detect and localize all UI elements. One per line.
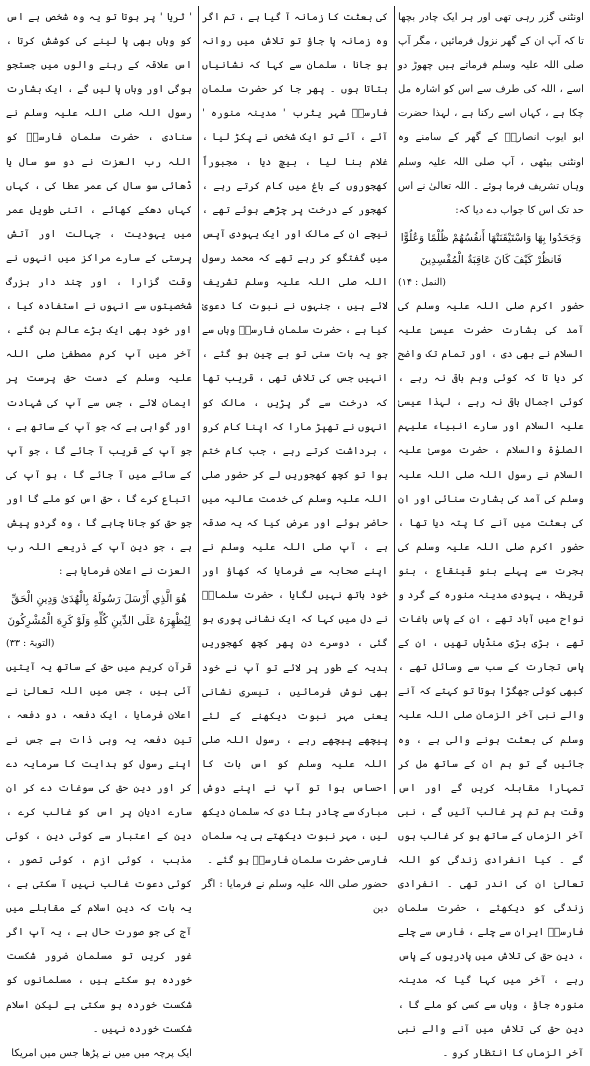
paragraph: اونٹنی گزر رہی تھی اور ہر ایک چادر بچھا تا کہ آپ ان کے گھر نزول فرمائیں ، مگر آپ صلی اللہ علیہ وسلم فرماتے ہیں چھوڑ دو اسے ، اللہ کی طرف سے اس کو اشارہ مل چکا ہے ، کہاں اسے رکنا ہے ، لہذا حضرت ابو ایوب انصاریؓ کے گھر کے سامنے وہ اونٹنی بیٹھی ، آپ صلی اللہ علیہ وسلم وہاں تشریف فرما ہوئے ۔ اللہ تعالیٰ نے اس حد تک اس کا جواب دے دیا کہ:: [398, 12, 584, 216]
verse-reference: (النمل : ۱۴): [398, 276, 446, 288]
paragraph: ' ثریا ' پر ہوتا تو یہ وہ شخص ہے اس کو وہاں بھی پا لینے کی کوشش کرتا ، اس علاقہ کے رہنے والوں میں جستجو ہوگی اور وہاں پا لیں گے ، ایک بشارت رسول اللہ صلی اللہ علیہ وسلم نے سنادی ، حضرت سلمان فارسیؓ کو اللہ رب العزت نے دو سو سال یا ڈھائی سو سال کی عمر عطا کی ، کہاں کہاں دھکے کھائے ، اتنی طویل عمر میں یہودیت ، جہالت اور آتش پرستی کے سارے مراکز میں انہوں نے وقت گزارا ، اور چند دار بزرگ شخصیتوں سے انہوں نے استفادہ کیا ، اور خود بھی ایک بڑے عالم بن گئے ، آخر میں آپ کرم مصطفیٰ صلی اللہ علیہ وسلم کے دست حق پرست پر ایمان لائے ، جس سے آپ کی شہادت اور گواہی ہے کہ جو آپ کے ساتھ ہے ، جو آپ کے قریب آ جائے گا ، جو آپ کے سائے میں آ جائے گا ، ہو آپ کی اتباع کرے گا ، حق اس کو ملے گا اور جو حق کو جانا چاہے گا ، وہ گردو پیش ہے ، جو دین آپ کے ذریعے اللہ رب العزت نے اعلان فرمایا ہے :: [6, 12, 192, 578]
verse-reference: (التوبۃ : ۳۳): [6, 638, 55, 650]
paragraph: حضور صلی اللہ علیہ وسلم نے فرمایا : اگر دین: [202, 879, 388, 915]
paragraph: کی بعثت کا زمانہ آ گیا ہے ، تم اگر وہ زمانہ پا جاؤ تو تلاش میں روانہ ہو جانا ، سلمان سے کہا کہ نشانیاں بتاتا ہوں ۔ پھر جا کر حضرت سلمان فارسیؓ شہر یثرب ' مدینہ منورہ ' آئے ، آئے تو ایک شخص نے پکڑ لیا ، غلام بنا لیا ، بیچ دیا ، مجبوراً کھجوروں کے باغ میں کام کرتے رہے ، کھجور کے درخت پر چڑھے ہوئے تھے ، نیچے ان کے مالک اور ایک یہودی آپس میں گفتگو کر رہے تھے کہ محمد رسول اللہ صلی اللہ علیہ وسلم تشریف لائے ہیں ، جنہوں نے نبوت کا دعویٰ کیا ہے ، حضرت سلمان فارسیؓ وہاں سے جو یہ بات سنی تو بے چین ہو گئے ، انہیں جس کی تلاش تھی ، قریب تھا کہ درخت سے گر پڑیں ، مالک کو انہوں نے تھپڑ مارا کہ اپنا کام کرو ، برداشت کرتے رہے ، جب کام ختم ہوا تو کچھ کھجوریں لے کر حضور صلی اللہ علیہ وسلم کی خدمت عالیہ میں حاضر ہوئے اور عرض کیا کہ یہ صدقہ ہے ، آپ صلی اللہ علیہ وسلم نے اپنے صحابہ سے فرمایا کہ کھاؤ اور خود ہاتھ نہیں لگایا ، حضرت سلمانؓ نے دل میں کہا کہ ایک نشانی پوری ہو گئی ، دوسرے دن پھر کچھ کھجوریں ہدیہ کے طور پر لائے تو آپ نے خود بھی نوش فرمائیں ، تیسری نشانی یعنی مہر نبوت دیکھنے کے لئے پیچھے پیچھے رہے ، رسول اللہ صلی اللہ علیہ وسلم کو اس بات کا احساس ہوا تو آپ نے اپنے دوش مبارک سے چادر ہٹا دی کہ سلمان دیکھ لیں ، مہر نبوت دیکھتے ہی یہ سلمان فارسی حضرت سلمان فارسیؓ ہو گئے ۔: [202, 12, 388, 867]
column-middle: [202, 6, 388, 915]
quran-verse: هُوَ الَّذِي أَرْسَلَ رَسُولَهُ بِالْهُدَىٰ وَدِينِ الْحَقِّ لِيُظْهِرَهُ عَلَى الدِّينِ كُلِّهِ وَلَوْ كَرِهَ الْمُشْرِكُونَ: [7, 593, 191, 628]
paragraph: حضور اکرم صلی اللہ علیہ وسلم کی آمد کی بشارت حضرت عیسیٰ علیہ السلام نے بھی دی ، اور تمام تک واضح کر دیا تا کہ کوئی وہم باقی نہ رہے ، کوئی اجمال باقی نہ رہے ، لہذا عیسیٰ علیہ السلام اور سارے انبیاء علیہم الصلوٰۃ والسلام ، حضرت موسیٰ علیہ السلام نے رسول اللہ صلی اللہ علیہ وسلم کی آمد کی بشارت سنائی اور ان کی بعثت میں آنے کا پتہ دیا تھا ، حضور اکرم صلی اللہ علیہ وسلم کی ہجرت سے پہلے بنو قینقاع ، بنو قریظہ ، یہودی مدینہ منورہ کے گرد و نواح میں آباد تھے ، ان کے پاس باغات تھے ، بڑی بڑی منڈیاں تھیں ، ان کے پاس تجارت کے سب سے وسائل تھے ، کبھی کوئی جھگڑا ہوتا تو کہتے کہ آنے والے نبی آخر الزمان صلی اللہ علیہ وسلم کی بعثت ہونے والی ہے ، وہ جائیں گے تو ہم ان کے ساتھ مل کر تمہارا مقابلہ کریں گے اور اس وقت ہم تم پر غالب آئیں گے ، نبی آخر الزماں کے ساتھ ہو کر غالب ہوں گے ۔ کیا انفرادی زندگی کو اللہ تعالیٰ ان کی اندر تھی ۔ انفرادی زندگی کو دیکھئے ، حضرت سلمان فارسیؓ ایران سے چلے ، فارس سے چلے ، دین حق کی تلاش میں پادریوں کے پاس رہے ، آخر میں کہا گیا کہ مدینہ منورہ جاؤ ، وہاں سے کسی کو ملے گا ، دین حق کی تلاش میں آنے والے نبی آخر الزماں کا انتظار کرو ۔: [398, 300, 584, 1059]
column-divider: [394, 6, 395, 794]
column-left: [6, 6, 192, 1059]
paragraph: قرآن کریم میں حق کے ساتھ یہ آیتیں آئی ہیں ، جس میں اللہ تعالیٰ نے اعلان فرمایا ، ایک دفعہ ، دو دفعہ ، تین دفعہ یہ وہی ذات ہے جس نے اپنے رسول کو ہدایت کا سرمایہ دے کر اور دین حق کی سوغات دے کر ان سارے ادیان پر اس کو غالب کرے ، دین کے اعتبار سے کوئی دین ، کوئی مذہب ، کوئی ازم ، کوئی تصور ، کوئی دعوت غالب نہیں آ سکتی ہے ، یہ بات کہ دین اسلام کے مقابلے میں آج کی جو صورت حال ہے ، یہ آپ اگر غور کریں تو مسلمان ضرور شکست خوردہ ہو سکتے ہیں ، مسلمانوں کو شکست خوردہ ہو سکتی ہے لیکن اسلام شکست خوردہ نہیں ۔: [6, 662, 192, 1035]
paragraph: ایک پرچہ میں میں نے پڑھا جس میں امریکا: [11, 1047, 192, 1059]
quran-verse: وَجَحَدُوا بِهَا وَاسْتَيْقَنَتْهَا أَنفُسُهُمْ ظُلْمًا وَعُلُوًّا فَانظُرْ كَيْفَ كَانَ عَاقِبَةُ الْمُفْسِدِينَ: [400, 231, 582, 266]
column-divider: [198, 6, 199, 794]
column-right: [398, 6, 584, 1059]
